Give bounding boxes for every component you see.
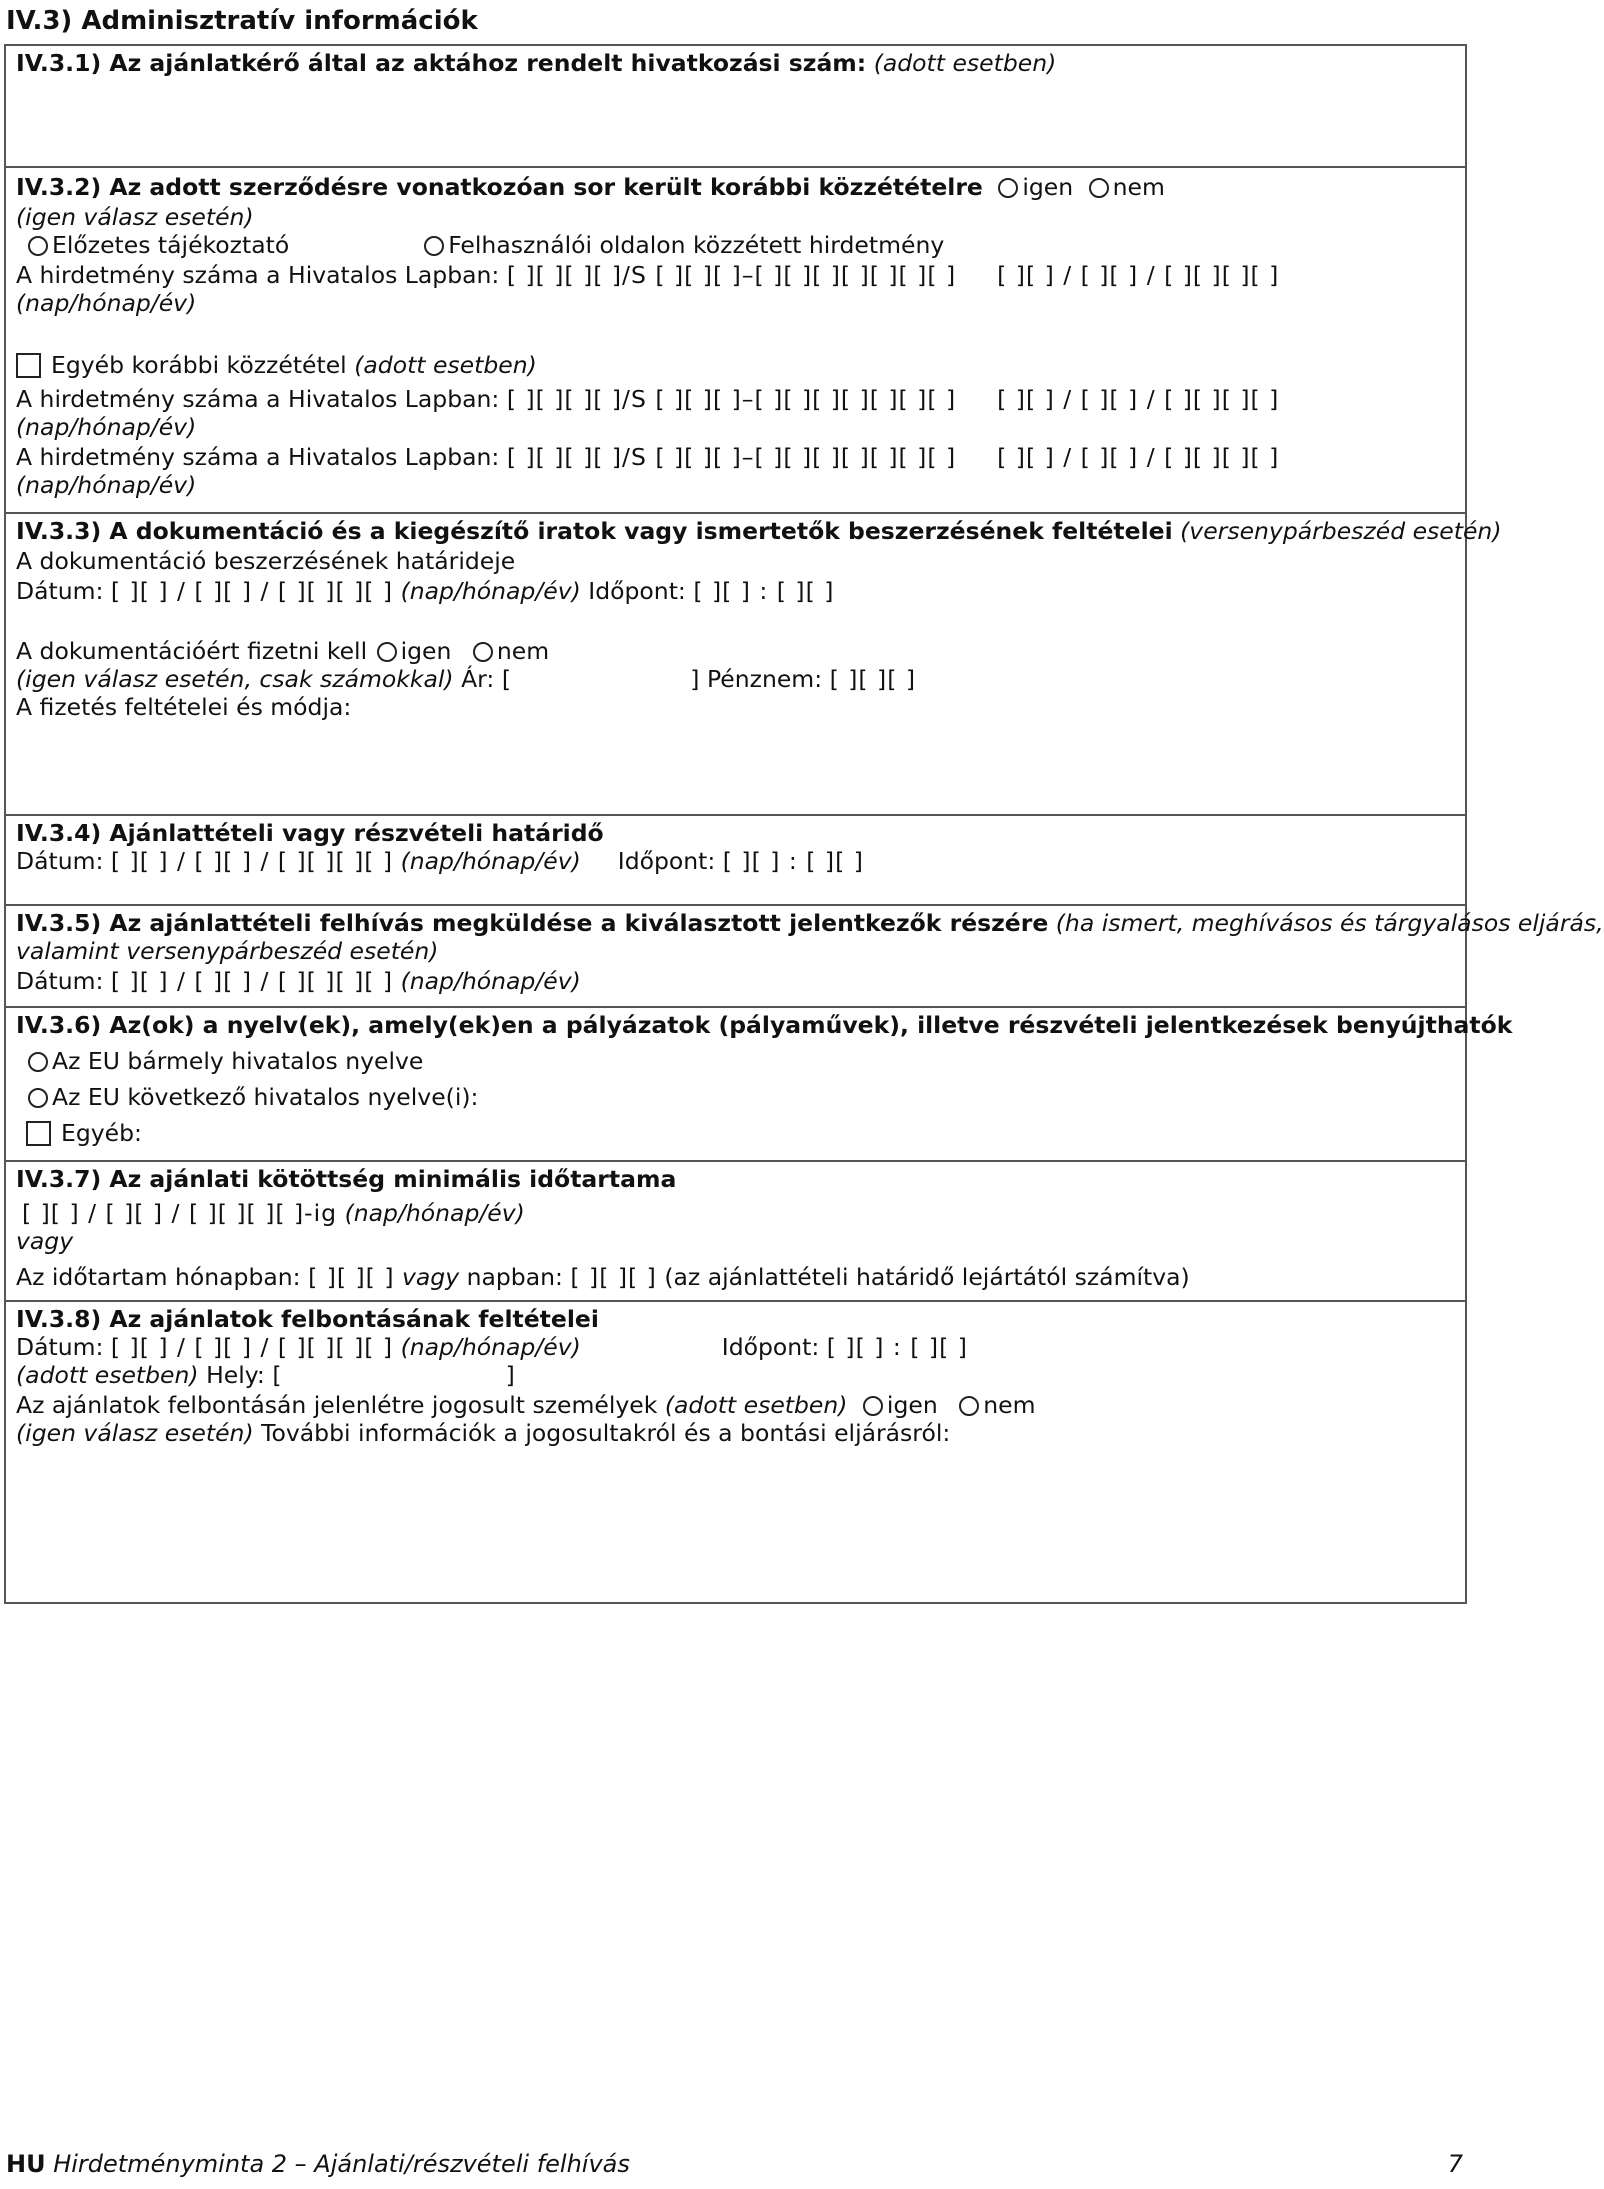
other-publication-note: (adott esetben) bbox=[354, 351, 537, 379]
buyer-profile-radio[interactable] bbox=[424, 236, 444, 256]
months-label: Az időtartam hónapban: bbox=[16, 1263, 301, 1291]
any-eu-language-label: Az EU bármely hivatalos nyelve bbox=[52, 1047, 424, 1075]
section-iv-3-6 bbox=[4, 1006, 1513, 1162]
other-publication-row bbox=[16, 350, 537, 380]
price-row bbox=[16, 664, 916, 694]
price-field[interactable]: [ ] bbox=[501, 665, 700, 693]
iv-3-5-title: IV.3.5) Az ajánlattételi felhívás megküldése a kiválasztott jelentkezők részére bbox=[16, 909, 1049, 937]
yes-radio[interactable] bbox=[863, 1396, 883, 1416]
lang-option-following bbox=[16, 1082, 478, 1112]
notice-number-field[interactable]: [ ][ ][ ][ ]/S [ ][ ][ ]–[ ][ ][ ][ ][ ][ ][ ] bbox=[506, 443, 957, 471]
iv-3-2-heading bbox=[16, 172, 1165, 202]
other-language-label: Egyéb: bbox=[61, 1119, 142, 1147]
place-label: Hely: bbox=[206, 1361, 265, 1389]
date-format-note: (nap/hónap/év) bbox=[400, 847, 581, 875]
section-iv-3-3 bbox=[4, 512, 1502, 816]
iv-3-3-title: IV.3.3) A dokumentáció és a kiegészítő iratok vagy ismertetők beszerzésének feltételei bbox=[16, 517, 1173, 545]
notice-number-field[interactable]: [ ][ ][ ][ ]/S [ ][ ][ ]–[ ][ ][ ][ ][ ][ ][ ] bbox=[506, 261, 957, 289]
if-yes-note: (igen válasz esetén) bbox=[16, 203, 254, 231]
days-label: napban: bbox=[466, 1263, 563, 1291]
payment-label: A dokumentációért fizetni kell bbox=[16, 637, 368, 665]
section-iv-3-2 bbox=[4, 166, 1467, 514]
validity-date-row bbox=[16, 1198, 525, 1228]
invitation-date-row bbox=[16, 966, 581, 996]
or-inline-label: vagy bbox=[401, 1263, 460, 1291]
section-iv-3-1-heading bbox=[16, 48, 1056, 78]
opening-date-field[interactable]: [ ][ ] / [ ][ ] / [ ][ ][ ][ ] bbox=[110, 1333, 394, 1361]
yes-label: igen bbox=[1022, 173, 1074, 201]
no-radio[interactable] bbox=[473, 642, 493, 662]
doc-payment-row bbox=[16, 636, 549, 666]
footer-lang: HU bbox=[6, 2150, 46, 2178]
no-radio[interactable] bbox=[1089, 178, 1109, 198]
notice-number-row-3 bbox=[16, 442, 1279, 472]
notice-number-label: A hirdetmény száma a Hivatalos Lapban: bbox=[16, 385, 500, 413]
date-format-note: (nap/hónap/év) bbox=[400, 1333, 581, 1361]
days-field[interactable]: [ ][ ][ ] bbox=[570, 1263, 657, 1291]
iv-3-7-title: IV.3.7) Az ajánlati kötöttség minimális időtartama bbox=[16, 1165, 677, 1193]
following-eu-language-radio[interactable] bbox=[28, 1088, 48, 1108]
submission-deadline-row bbox=[16, 846, 864, 876]
more-info-row bbox=[16, 1418, 950, 1448]
date-format-note: (nap/hónap/év) bbox=[16, 471, 197, 499]
notice-number-row-2 bbox=[16, 384, 1279, 414]
iv-3-5-note: (ha ismert, meghívásos és tárgyalásos eljárás, bbox=[1055, 909, 1604, 937]
invitation-date-field[interactable]: [ ][ ] / [ ][ ] / [ ][ ][ ][ ] bbox=[110, 967, 394, 995]
buyer-profile-label: Felhasználói oldalon közzétett hirdetmény bbox=[448, 231, 945, 259]
iv-3-1-title: IV.3.1) Az ajánlatkérő által az aktához rendelt hivatkozási szám: bbox=[16, 49, 867, 77]
from-deadline-note: (az ajánlattételi határidő lejártától számítva) bbox=[664, 1263, 1190, 1291]
other-publication-label: Egyéb korábbi közzététel bbox=[51, 351, 347, 379]
section-iv-3-4 bbox=[4, 814, 1467, 906]
persons-note: (adott esetben) bbox=[664, 1391, 848, 1419]
yes-label: igen bbox=[886, 1391, 938, 1419]
doc-deadline-row bbox=[16, 576, 834, 606]
opening-time-field[interactable]: [ ][ ] : [ ][ ] bbox=[826, 1333, 968, 1361]
date-label: Dátum: bbox=[16, 967, 104, 995]
iv-3-6-title: IV.3.6) Az(ok) a nyelv(ek), amely(ek)en a pályázatok (pályaművek), illetve részvételi jelentkezések benyújthatók bbox=[16, 1011, 1513, 1039]
section-iv-3-8 bbox=[4, 1300, 1467, 1604]
date-format-note: (nap/hónap/év) bbox=[400, 577, 581, 605]
page-footer bbox=[6, 2150, 630, 2178]
iv-3-3-heading bbox=[16, 516, 1502, 546]
notice-type-options bbox=[16, 230, 944, 260]
if-yes-note: (igen válasz esetén) bbox=[16, 1419, 254, 1447]
iv-3-8-title: IV.3.8) Az ajánlatok felbontásának feltételei bbox=[16, 1305, 599, 1333]
prior-info-label: Előzetes tájékoztató bbox=[52, 231, 290, 259]
prior-info-radio[interactable] bbox=[28, 236, 48, 256]
no-label: nem bbox=[1112, 173, 1165, 201]
lang-option-other bbox=[16, 1118, 142, 1148]
months-field[interactable]: [ ][ ][ ] bbox=[308, 1263, 395, 1291]
notice-date-field[interactable]: [ ][ ] / [ ][ ] / [ ][ ][ ][ ] bbox=[997, 261, 1280, 289]
currency-label: Pénznem: bbox=[706, 665, 823, 693]
iv-3-1-note: (adott esetben) bbox=[873, 49, 1057, 77]
date-format-note: (nap/hónap/év) bbox=[344, 1199, 525, 1227]
iv-3-3-note: (versenypárbeszéd esetén) bbox=[1180, 517, 1502, 545]
date-format-note: (nap/hónap/év) bbox=[16, 289, 197, 317]
date-format-note: (nap/hónap/év) bbox=[16, 413, 197, 441]
price-label: Ár: bbox=[461, 665, 495, 693]
validity-date-field[interactable]: [ ][ ] / [ ][ ] / [ ][ ][ ][ ]-ig bbox=[22, 1199, 338, 1227]
section-iv-3-7 bbox=[4, 1160, 1467, 1302]
opening-place-row bbox=[16, 1360, 515, 1390]
submission-date-field[interactable]: [ ][ ] / [ ][ ] / [ ][ ][ ][ ] bbox=[110, 847, 394, 875]
iv-3-2-title: IV.3.2) Az adott szerződésre vonatkozóan sor került korábbi közzétételre bbox=[16, 173, 983, 201]
or-label: vagy bbox=[16, 1227, 74, 1255]
validity-duration-row bbox=[16, 1262, 1190, 1292]
submission-time-field[interactable]: [ ][ ] : [ ][ ] bbox=[722, 847, 864, 875]
persons-label: Az ajánlatok felbontásán jelenlétre jogosult személyek bbox=[16, 1391, 658, 1419]
no-label: nem bbox=[983, 1391, 1036, 1419]
time-label: Időpont: bbox=[588, 577, 686, 605]
opening-date-row bbox=[16, 1332, 968, 1362]
notice-date-field[interactable]: [ ][ ] / [ ][ ] / [ ][ ][ ][ ] bbox=[997, 385, 1280, 413]
other-language-checkbox[interactable] bbox=[26, 1121, 51, 1146]
persons-row bbox=[16, 1390, 1035, 1420]
notice-number-row-1 bbox=[16, 260, 1279, 290]
currency-field[interactable]: [ ][ ][ ] bbox=[829, 665, 917, 693]
iv-3-4-title: IV.3.4) Ajánlattételi vagy részvételi határidő bbox=[16, 819, 604, 847]
date-format-note: (nap/hónap/év) bbox=[400, 967, 581, 995]
place-note: (adott esetben) bbox=[16, 1361, 199, 1389]
date-label: Dátum: bbox=[16, 847, 104, 875]
iv-3-5-note-cont: valamint versenypárbeszéd esetén) bbox=[16, 937, 439, 965]
time-label: Időpont: bbox=[721, 1333, 820, 1361]
more-info-label: További információk a jogosultakról és a bontási eljárásról: bbox=[261, 1419, 951, 1447]
notice-date-field[interactable]: [ ][ ] / [ ][ ] / [ ][ ][ ][ ] bbox=[997, 443, 1280, 471]
date-label: Dátum: bbox=[16, 577, 104, 605]
following-eu-language-label: Az EU következő hivatalos nyelve(i): bbox=[52, 1083, 479, 1111]
if-yes-numbers-note: (igen válasz esetén, csak számokkal) bbox=[16, 665, 454, 693]
footer-title: Hirdetményminta 2 – Ajánlati/részvételi felhívás bbox=[53, 2150, 630, 2178]
section-title: IV.3) Adminisztratív információk bbox=[6, 6, 478, 36]
place-field[interactable]: [ ] bbox=[272, 1361, 515, 1389]
page-number: 7 bbox=[1447, 2150, 1463, 2178]
no-label: nem bbox=[496, 637, 550, 665]
yes-radio[interactable] bbox=[998, 178, 1018, 198]
section-iv-3-1 bbox=[4, 44, 1467, 168]
any-eu-language-radio[interactable] bbox=[28, 1052, 48, 1072]
notice-number-label: A hirdetmény száma a Hivatalos Lapban: bbox=[16, 443, 500, 471]
time-label: Időpont: bbox=[617, 847, 716, 875]
doc-time-field[interactable]: [ ][ ] : [ ][ ] bbox=[693, 577, 835, 605]
section-iv-3-5 bbox=[4, 904, 1604, 1008]
iv-3-5-heading bbox=[16, 908, 1604, 938]
lang-option-any bbox=[16, 1046, 423, 1076]
date-label: Dátum: bbox=[16, 1333, 104, 1361]
yes-radio[interactable] bbox=[377, 642, 397, 662]
payment-terms-label: A fizetés feltételei és módja: bbox=[16, 693, 352, 721]
notice-number-field[interactable]: [ ][ ][ ][ ]/S [ ][ ][ ]–[ ][ ][ ][ ][ ][ ][ ] bbox=[506, 385, 957, 413]
yes-label: igen bbox=[400, 637, 452, 665]
doc-date-field[interactable]: [ ][ ] / [ ][ ] / [ ][ ][ ][ ] bbox=[110, 577, 394, 605]
other-publication-checkbox[interactable] bbox=[16, 353, 41, 378]
doc-deadline-label: A dokumentáció beszerzésének határideje bbox=[16, 547, 516, 575]
no-radio[interactable] bbox=[959, 1396, 979, 1416]
notice-number-label: A hirdetmény száma a Hivatalos Lapban: bbox=[16, 261, 500, 289]
